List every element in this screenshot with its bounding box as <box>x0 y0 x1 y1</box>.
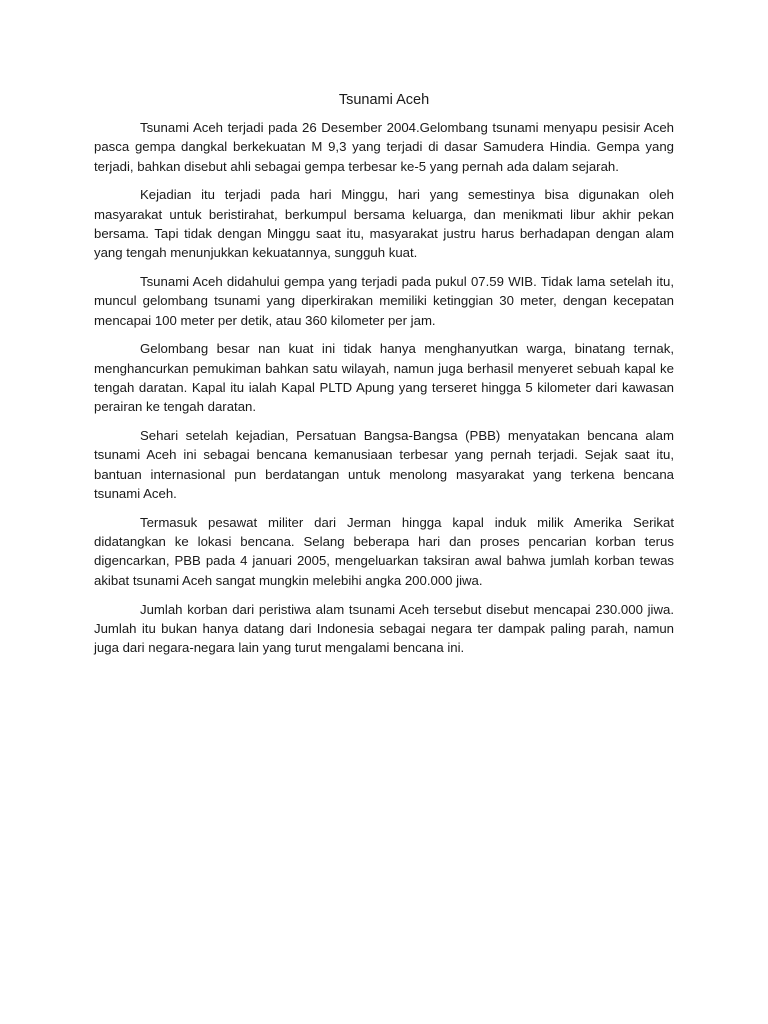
paragraph-6: Termasuk pesawat militer dari Jerman hingga kapal induk milik Amerika Serikat didatangkan ke lokasi bencana. Selang beberapa hari dan proses pencarian korban terus digencarkan, PBB pada 4 januari 2005, mengeluarkan taksiran awal bahwa jumlah korban tewas akibat tsunami Aceh sangat mungkin melebihi angka 200.000 jiwa. <box>94 514 674 588</box>
paragraph-7: Jumlah korban dari peristiwa alam tsunami Aceh tersebut disebut mencapai 230.000 jiwa. Jumlah itu bukan hanya datang dari Indonesia sebagai negara ter dampak paling parah, namun juga dari negara-negara lain yang turut mengalami bencana ini. <box>94 601 674 656</box>
document-page <box>94 90 674 667</box>
document-title: Tsunami Aceh <box>338 92 430 108</box>
paragraph-4: Gelombang besar nan kuat ini tidak hanya menghanyutkan warga, binatang ternak, menghancurkan pemukiman bahkan satu wilayah, namun juga berhasil menyeret sebuah kapal ke tengah daratan. Kapal itu ialah Kapal PLTD Apung yang terseret hingga 5 kilometer dari kawasan perairan ke tengah daratan. <box>94 341 674 415</box>
paragraph-1: Tsunami Aceh terjadi pada 26 Desember 2004.Gelombang tsunami menyapu pesisir Aceh pasca gempa dangkal berkekuatan M 9,3 yang terjadi di dasar Samudera Hindia. Gempa yang terjadi, bahkan disebut ahli sebagai gempa terbesar ke-5 yang pernah ada dalam sejarah. <box>94 120 674 174</box>
paragraph-2: Kejadian itu terjadi pada hari Minggu, hari yang semestinya bisa digunakan oleh masyarakat untuk beristirahat, berkumpul bersama keluarga, dan menikmati libur akhir pekan bersama. Tapi tidak dengan Minggu saat itu, masyarakat justru harus berhadapan dengan alam yang tengah menunjukkan kekuatannya, sungguh kuat. <box>94 187 674 261</box>
paragraph-5: Sehari setelah kejadian, Persatuan Bangsa-Bangsa (PBB) menyatakan bencana alam tsunami Aceh ini sebagai bencana kemanusiaan terbesar yang pernah terjadi. Sejak saat itu, bantuan internasional pun berdatangan untuk menolong masyarakat yang terkena bencana tsunami Aceh. <box>94 428 674 502</box>
paragraph-3: Tsunami Aceh didahului gempa yang terjadi pada pukul 07.59 WIB. Tidak lama setelah itu, muncul gelombang tsunami yang diperkirakan memiliki ketinggian 30 meter, dengan kecepatan mencapai 100 meter per detik, atau 360 kilometer per jam. <box>94 274 674 328</box>
